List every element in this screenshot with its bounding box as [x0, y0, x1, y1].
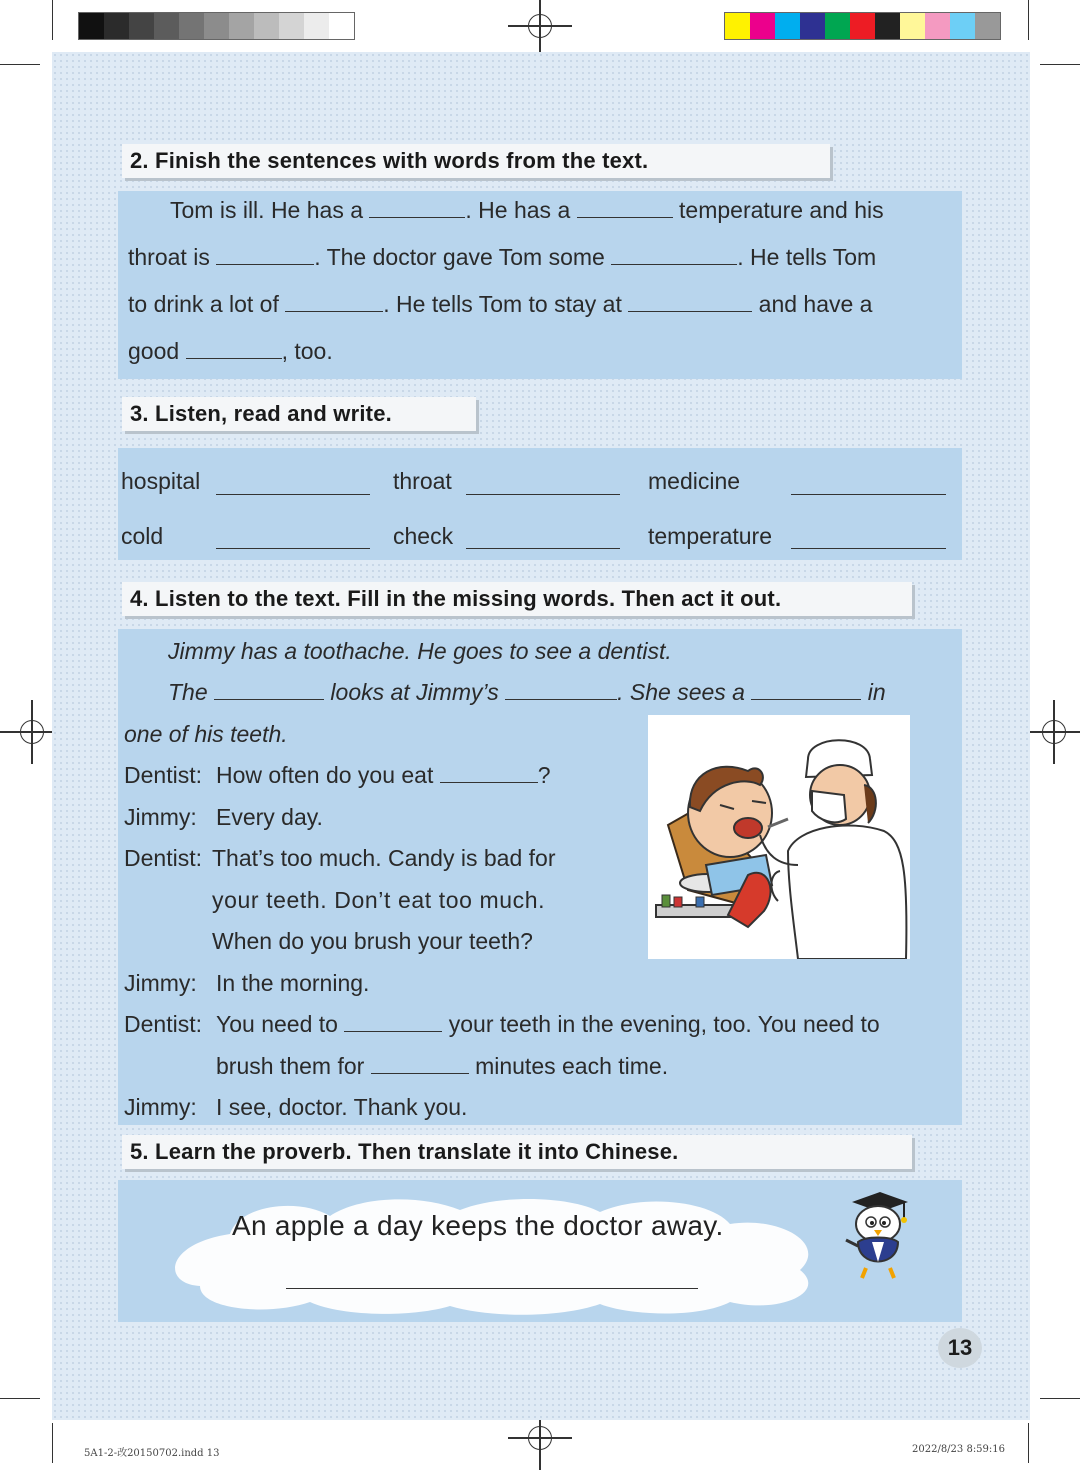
dialogue-line	[216, 1051, 668, 1081]
dialogue-line: your teeth. Don’t eat too much.	[212, 887, 546, 913]
color-swatch	[204, 13, 229, 39]
registration-mark-icon	[520, 1418, 560, 1458]
proverb-text: An apple a day keeps the doctor away.	[232, 1210, 724, 1241]
color-swatch	[925, 13, 950, 39]
grayscale-swatch-bar	[78, 12, 355, 40]
dialogue-line	[216, 1009, 880, 1039]
sentence-line	[128, 242, 876, 272]
section-3-panel	[118, 448, 962, 560]
sentence-text: good	[128, 338, 180, 364]
vocab-word: cold	[121, 523, 164, 549]
answer-blank[interactable]	[285, 289, 383, 312]
dialogue-speaker: Dentist:	[124, 1011, 202, 1037]
narrative-text: The	[168, 679, 208, 705]
section-2-panel	[118, 191, 962, 379]
color-swatch	[79, 13, 104, 39]
dialogue-speaker: Jimmy:	[124, 804, 197, 830]
sentence-line	[128, 336, 333, 366]
vocab-word: throat	[393, 468, 452, 494]
color-swatch	[104, 13, 129, 39]
color-swatch	[750, 13, 775, 39]
owl-mascot-icon	[840, 1188, 918, 1284]
vocab-blank[interactable]	[791, 548, 946, 549]
footer-timestamp: 2022/8/23 8:59:16	[912, 1444, 1006, 1455]
dialogue-speaker: Dentist:	[124, 762, 202, 788]
answer-blank[interactable]	[371, 1051, 469, 1074]
narrative-line	[168, 677, 886, 707]
crop-mark	[1028, 1423, 1029, 1463]
section-2-heading: 2. Finish the sentences with words from the text.	[122, 144, 830, 178]
sentence-text: . He tells Tom	[737, 244, 877, 270]
color-swatch	[179, 13, 204, 39]
registration-mark-icon	[1034, 712, 1074, 752]
sentence-line	[170, 195, 884, 225]
color-swatch	[725, 13, 750, 39]
color-swatch	[254, 13, 279, 39]
answer-blank[interactable]	[440, 760, 538, 783]
answer-blank[interactable]	[577, 195, 673, 218]
dentist-illustration	[648, 715, 910, 959]
vocab-blank[interactable]	[466, 494, 620, 495]
narrative-text: in	[867, 679, 886, 705]
answer-blank[interactable]	[214, 677, 324, 700]
vocab-word: temperature	[648, 523, 773, 549]
answer-blank[interactable]	[216, 242, 314, 265]
answer-blank[interactable]	[344, 1009, 442, 1032]
section-4-heading: 4. Listen to the text. Fill in the missing words. Then act it out.	[122, 582, 912, 616]
dialogue-line: Every day.	[216, 804, 323, 830]
color-swatch	[154, 13, 179, 39]
answer-blank[interactable]	[186, 336, 282, 359]
vocab-word: hospital	[121, 468, 201, 494]
color-swatch	[229, 13, 254, 39]
vocab-word: check	[393, 523, 454, 549]
translation-blank[interactable]	[286, 1288, 698, 1289]
dialogue-text: your teeth in the evening, too. You need to	[448, 1011, 880, 1037]
page-number: 13	[938, 1328, 982, 1368]
answer-blank[interactable]	[505, 677, 617, 700]
crop-mark	[1040, 1398, 1080, 1399]
dialogue-text: How often do you eat	[216, 762, 434, 788]
color-swatch	[800, 13, 825, 39]
narrative-text: looks at Jimmy’s	[330, 679, 499, 705]
answer-blank[interactable]	[611, 242, 737, 265]
dialogue-line: When do you brush your teeth?	[212, 928, 533, 954]
sentence-text: , too.	[281, 338, 333, 364]
color-swatch-bar	[724, 12, 1001, 40]
vocab-blank[interactable]	[791, 494, 946, 495]
crop-mark	[52, 0, 53, 40]
narrative-line: one of his teeth.	[124, 721, 288, 747]
crop-mark	[0, 64, 40, 65]
sentence-text: and have a	[758, 291, 873, 317]
dialogue-line: In the morning.	[216, 970, 370, 996]
sentence-text: to drink a lot of	[128, 291, 279, 317]
answer-blank[interactable]	[369, 195, 465, 218]
crop-mark	[0, 1398, 40, 1399]
dialogue-speaker: Jimmy:	[124, 1094, 197, 1120]
color-swatch	[775, 13, 800, 39]
color-swatch	[950, 13, 975, 39]
sentence-text: Tom is ill. He has a	[170, 197, 364, 223]
dialogue-line	[216, 760, 551, 790]
crop-mark	[1040, 64, 1080, 65]
sentence-text: throat is	[128, 244, 210, 270]
vocab-blank[interactable]	[216, 548, 370, 549]
color-swatch	[825, 13, 850, 39]
color-swatch	[129, 13, 154, 39]
answer-blank[interactable]	[628, 289, 752, 312]
narrative-intro: Jimmy has a toothache. He goes to see a dentist.	[168, 638, 672, 664]
color-swatch	[329, 13, 354, 39]
footer-file-label: 5A1-2-改20150702.indd 13	[84, 1448, 220, 1459]
vocab-blank[interactable]	[466, 548, 620, 549]
sentence-text: . He has a	[465, 197, 571, 223]
dialogue-line: I see, doctor. Thank you.	[216, 1094, 468, 1120]
sentence-text: . He tells Tom to stay at	[383, 291, 622, 317]
answer-blank[interactable]	[751, 677, 861, 700]
registration-mark-icon	[12, 712, 52, 752]
dialogue-speaker: Dentist:	[124, 845, 202, 871]
dialogue-line: That’s too much. Candy is bad for	[212, 845, 556, 871]
sentence-line	[128, 289, 872, 319]
sentence-text: . The doctor gave Tom some	[314, 244, 605, 270]
dialogue-text: You need to	[216, 1011, 338, 1037]
registration-mark-icon	[520, 6, 560, 46]
color-swatch	[900, 13, 925, 39]
color-swatch	[975, 13, 1000, 39]
crop-mark	[1028, 0, 1029, 40]
section-5-heading: 5. Learn the proverb. Then translate it into Chinese.	[122, 1135, 912, 1169]
color-swatch	[279, 13, 304, 39]
crop-mark	[52, 1423, 53, 1463]
section-3-heading: 3. Listen, read and write.	[122, 397, 476, 431]
sentence-text: temperature and his	[679, 197, 884, 223]
vocab-blank[interactable]	[216, 494, 370, 495]
dialogue-text: brush them for	[216, 1053, 365, 1079]
color-swatch	[875, 13, 900, 39]
color-swatch	[304, 13, 329, 39]
dialogue-text: ?	[537, 762, 551, 788]
dialogue-text: minutes each time.	[475, 1053, 669, 1079]
vocab-word: medicine	[648, 468, 741, 494]
dialogue-speaker: Jimmy:	[124, 970, 197, 996]
section-4-panel	[118, 629, 962, 1125]
color-swatch	[850, 13, 875, 39]
narrative-text: . She sees a	[617, 679, 745, 705]
